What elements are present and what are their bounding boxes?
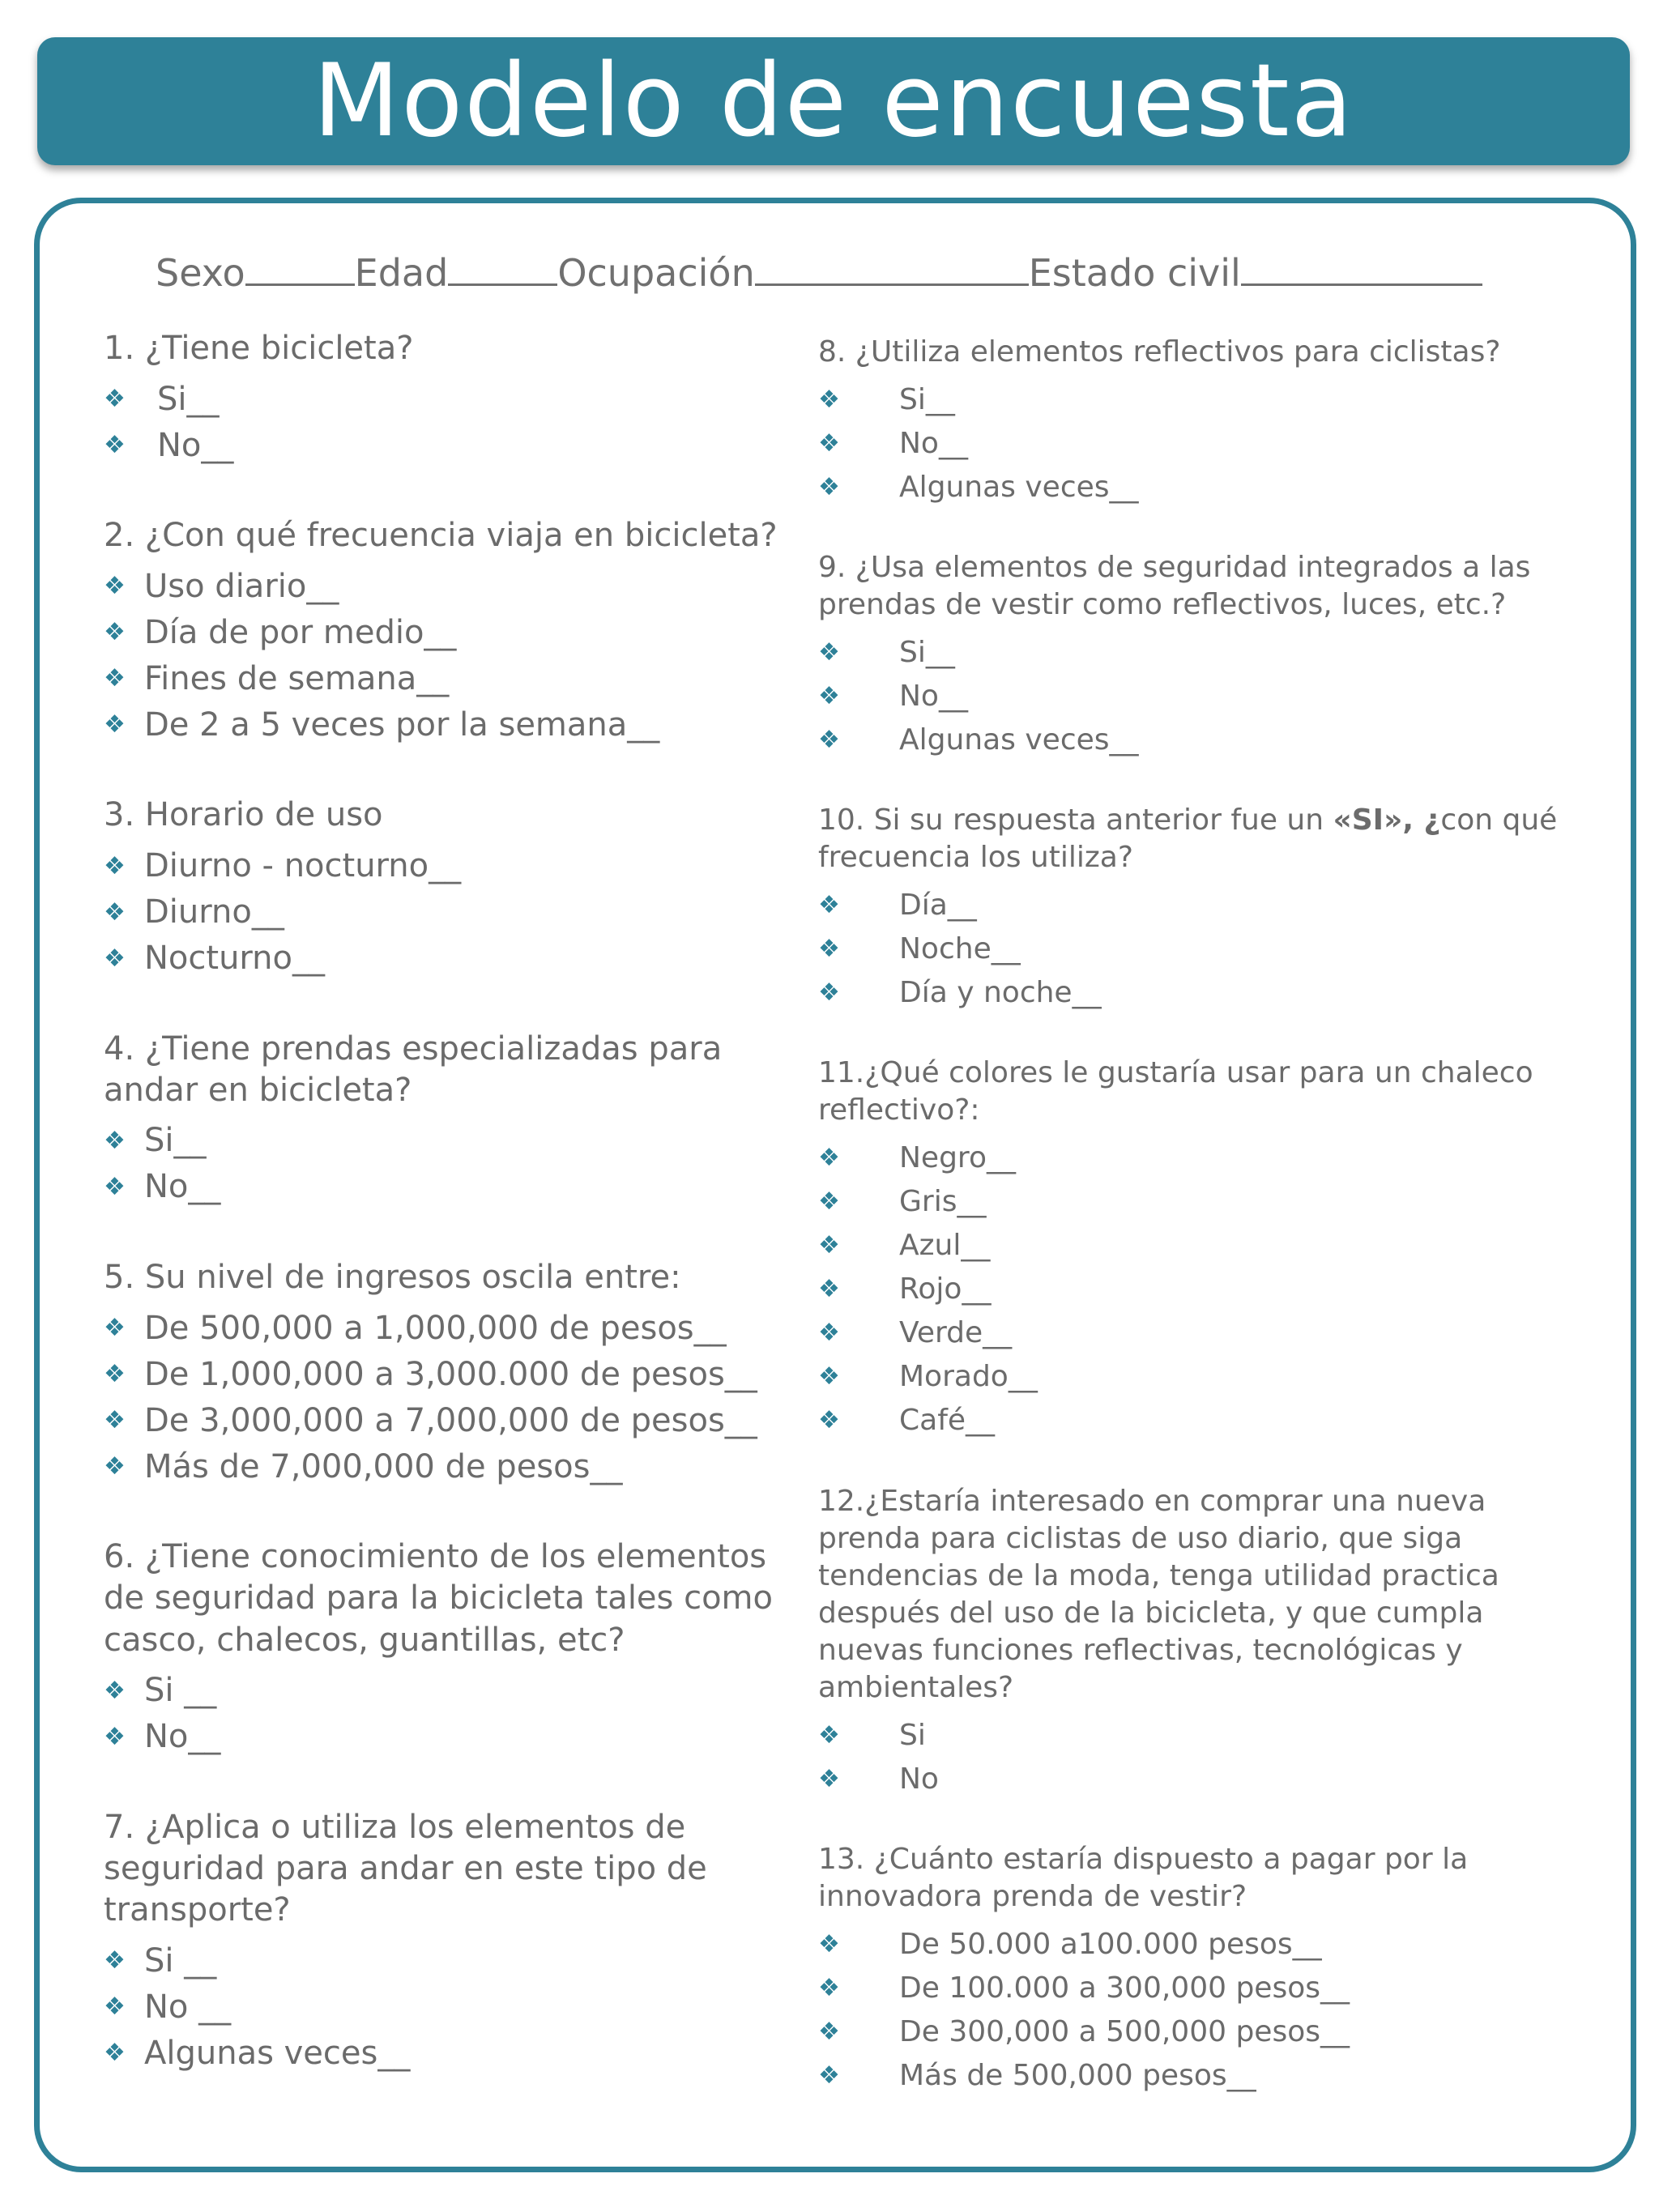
diamond-bullet-icon: ❖ (104, 944, 126, 973)
sexo-label: Sexo (156, 251, 245, 295)
diamond-bullet-icon: ❖ (818, 1187, 840, 1217)
diamond-bullet-icon: ❖ (818, 934, 840, 963)
option-label: Noche__ (899, 931, 1021, 965)
question-block (104, 1029, 800, 1210)
options-list (104, 843, 800, 982)
options-list (104, 376, 800, 468)
question-block (104, 328, 800, 468)
diamond-bullet-icon: ❖ (104, 1126, 126, 1155)
option-label: Café__ (899, 1404, 996, 1438)
diamond-bullet-icon: ❖ (104, 664, 126, 693)
option-label: Azul__ (899, 1229, 991, 1263)
question-block (104, 795, 800, 981)
question-text: 5. Su nivel de ingresos oscila entre: (104, 1258, 681, 1296)
option-label: Si__ (899, 382, 955, 416)
options-list (104, 1937, 800, 2076)
option-label: Si__ (899, 635, 955, 669)
answer-option[interactable] (818, 1180, 1563, 1224)
answer-option[interactable] (818, 1966, 1563, 2010)
ocupacion-label: Ocupación (557, 251, 755, 295)
option-label: Si (899, 1718, 926, 1752)
question-block (104, 1257, 800, 1490)
options-list (818, 883, 1563, 1014)
answer-option[interactable] (104, 1937, 800, 1984)
diamond-bullet-icon: ❖ (104, 1452, 126, 1481)
answer-option[interactable] (104, 1714, 800, 1760)
answer-option[interactable] (104, 936, 800, 982)
diamond-bullet-icon: ❖ (818, 1231, 840, 1260)
option-label: Uso diario__ (144, 567, 339, 605)
question-text: 8. ¿Utiliza elementos reflectivos para ciclistas? (818, 335, 1501, 369)
answer-option[interactable] (818, 1757, 1563, 1801)
options-list (818, 1713, 1563, 1801)
options-list (104, 1305, 800, 1490)
answer-option[interactable] (818, 1136, 1563, 1180)
option-label: No__ (157, 426, 234, 464)
answer-option[interactable] (104, 422, 800, 468)
answer-option[interactable] (104, 1668, 800, 1714)
diamond-bullet-icon: ❖ (818, 1275, 840, 1304)
question-text: 13. ¿Cuánto estaría dispuesto a pagar por la innovadora prenda de vestir? (818, 1843, 1469, 1914)
option-label: No__ (144, 1718, 221, 1756)
option-label: No (899, 1762, 939, 1796)
option-label: Gris__ (899, 1185, 987, 1219)
page-title: Modelo de encuesta (313, 43, 1354, 160)
question-text: 3. Horario de uso (104, 796, 383, 834)
option-label: Diurno__ (144, 893, 284, 931)
option-label: Algunas veces__ (899, 470, 1139, 504)
option-label: Diurno - nocturno__ (144, 847, 462, 885)
option-label: Si __ (144, 1672, 217, 1710)
options-list (818, 377, 1563, 509)
edad-field[interactable] (448, 255, 557, 286)
diamond-bullet-icon: ❖ (104, 1314, 126, 1343)
question-text: 2. ¿Con qué frecuencia viaja en bicicleta? (104, 517, 778, 555)
answer-option[interactable] (104, 2030, 800, 2076)
answer-option[interactable] (818, 1268, 1563, 1311)
question-text: 9. ¿Usa elementos de seguridad integrados a las prendas de vestir como reflectivos, luces, etc.? (818, 551, 1531, 622)
option-label: Día__ (899, 888, 977, 922)
answer-option[interactable] (818, 2010, 1563, 2053)
answer-option[interactable] (104, 1351, 800, 1397)
option-label: Si__ (157, 380, 220, 418)
option-label: De 1,000,000 a 3,000.000 de pesos__ (144, 1355, 757, 1393)
option-label: Si__ (144, 1122, 207, 1160)
diamond-bullet-icon: ❖ (818, 2061, 840, 2090)
title-banner (37, 37, 1630, 165)
diamond-bullet-icon: ❖ (818, 1764, 840, 1793)
diamond-bullet-icon: ❖ (818, 1720, 840, 1750)
answer-option[interactable] (818, 630, 1563, 674)
options-list (818, 630, 1563, 761)
question-text: 12.¿Estaría interesado en comprar una nueva prenda para ciclistas de uso diario, que siga tendencias de la moda, tenga utilidad practica después del uso de la bicicleta, y que cumpla nuevas funciones reflectivas, tecnológicas y ambientales? (818, 1484, 1499, 1704)
diamond-bullet-icon: ❖ (104, 1722, 126, 1751)
question-text-part: con qué frecuencia los utiliza? (818, 803, 1558, 875)
answer-option[interactable] (104, 563, 800, 609)
answer-option[interactable] (818, 377, 1563, 421)
diamond-bullet-icon: ❖ (818, 385, 840, 414)
diamond-bullet-icon: ❖ (818, 1929, 840, 1958)
answer-option[interactable] (818, 1922, 1563, 1966)
diamond-bullet-icon: ❖ (818, 637, 840, 667)
answer-option[interactable] (104, 1305, 800, 1351)
answer-option[interactable] (104, 376, 800, 422)
respondent-info-line (156, 251, 1482, 295)
ocupacion-field[interactable] (755, 255, 1029, 286)
diamond-bullet-icon: ❖ (104, 1676, 126, 1705)
answer-option[interactable] (104, 843, 800, 889)
answer-option[interactable] (818, 1355, 1563, 1399)
answer-option[interactable] (104, 701, 800, 748)
diamond-bullet-icon: ❖ (818, 1362, 840, 1392)
options-list (104, 563, 800, 748)
edad-label: Edad (354, 251, 449, 295)
question-text: 11.¿Qué colores le gustaría usar para un chaleco reflectivo?: (818, 1056, 1533, 1127)
question-block (818, 802, 1563, 1014)
diamond-bullet-icon: ❖ (818, 1144, 840, 1173)
diamond-bullet-icon: ❖ (104, 1993, 126, 2022)
answer-option[interactable] (818, 465, 1563, 509)
option-label: Día de por medio__ (144, 613, 457, 651)
option-label: De 500,000 a 1,000,000 de pesos__ (144, 1309, 727, 1347)
diamond-bullet-icon: ❖ (818, 681, 840, 710)
options-list (818, 1922, 1563, 2097)
answer-option[interactable] (818, 674, 1563, 718)
diamond-bullet-icon: ❖ (104, 1946, 126, 1975)
option-label: Fines de semana__ (144, 659, 450, 697)
option-label: Algunas veces__ (899, 722, 1139, 757)
question-block (818, 549, 1563, 761)
options-list (104, 1118, 800, 1210)
diamond-bullet-icon: ❖ (104, 897, 126, 927)
option-label: Si __ (144, 1941, 217, 1980)
diamond-bullet-icon: ❖ (104, 1360, 126, 1389)
option-label: No__ (144, 1168, 221, 1206)
option-label: Algunas veces__ (144, 2034, 411, 2072)
question-block (104, 1536, 800, 1760)
diamond-bullet-icon: ❖ (104, 2039, 126, 2068)
answer-option[interactable] (104, 1118, 800, 1164)
answer-option[interactable] (104, 1164, 800, 1210)
option-label: No__ (899, 426, 968, 460)
answer-option[interactable] (104, 889, 800, 936)
question-text: 6. ¿Tiene conocimiento de los elementos de seguridad para la bicicleta tales como casco, chalecos, guantillas, etc? (104, 1538, 773, 1659)
estado-civil-field[interactable] (1241, 255, 1482, 286)
option-label: Más de 7,000,000 de pesos__ (144, 1447, 623, 1485)
diamond-bullet-icon: ❖ (818, 2017, 840, 2046)
question-block (104, 1807, 800, 2077)
answer-option[interactable] (104, 1397, 800, 1443)
diamond-bullet-icon: ❖ (104, 710, 126, 739)
diamond-bullet-icon: ❖ (818, 472, 840, 501)
option-label: Rojo__ (899, 1272, 992, 1306)
diamond-bullet-icon: ❖ (818, 978, 840, 1007)
option-label: Nocturno__ (144, 940, 325, 978)
diamond-bullet-icon: ❖ (818, 890, 840, 919)
options-list (104, 1668, 800, 1760)
answer-option[interactable] (818, 2053, 1563, 2097)
option-label: De 50.000 a100.000 pesos__ (899, 1927, 1322, 1961)
answer-option[interactable] (818, 421, 1563, 465)
diamond-bullet-icon: ❖ (818, 1973, 840, 2002)
question-block (818, 334, 1563, 509)
answer-option[interactable] (818, 1311, 1563, 1355)
diamond-bullet-icon: ❖ (818, 428, 840, 458)
diamond-bullet-icon: ❖ (104, 618, 126, 647)
estado-civil-label: Estado civil (1028, 251, 1241, 295)
question-block (818, 1055, 1563, 1442)
answer-option[interactable] (104, 609, 800, 655)
question-block (818, 1841, 1563, 2097)
diamond-bullet-icon: ❖ (104, 1172, 126, 1201)
sexo-field[interactable] (245, 255, 355, 286)
option-label: Morado__ (899, 1360, 1038, 1394)
left-column (104, 328, 800, 2076)
question-text: 7. ¿Aplica o utiliza los elementos de seguridad para andar en este tipo de transporte? (104, 1808, 707, 1929)
answer-option[interactable] (818, 1224, 1563, 1268)
question-text (818, 802, 1563, 876)
options-list (818, 1136, 1563, 1443)
diamond-bullet-icon: ❖ (104, 851, 126, 880)
diamond-bullet-icon: ❖ (104, 431, 126, 460)
answer-option[interactable] (818, 1399, 1563, 1443)
question-text-part: 10. Si su respuesta anterior fue un (818, 803, 1333, 837)
answer-option[interactable] (104, 1443, 800, 1490)
answer-option[interactable] (818, 927, 1563, 970)
question-block (818, 1483, 1563, 1801)
option-label: De 100.000 a 300,000 pesos__ (899, 1971, 1350, 2005)
diamond-bullet-icon: ❖ (104, 385, 126, 414)
diamond-bullet-icon: ❖ (818, 1406, 840, 1435)
question-text: 4. ¿Tiene prendas especializadas para andar en bicicleta? (104, 1029, 723, 1109)
option-label: Verde__ (899, 1316, 1013, 1350)
diamond-bullet-icon: ❖ (818, 1319, 840, 1348)
right-column (818, 334, 1563, 2097)
option-label: Más de 500,000 pesos__ (899, 2058, 1256, 2092)
answer-option[interactable] (818, 883, 1563, 927)
answer-option[interactable] (104, 655, 800, 701)
answer-option[interactable] (104, 1984, 800, 2030)
option-label: De 3,000,000 a 7,000,000 de pesos__ (144, 1401, 757, 1439)
option-label: Día y noche__ (899, 975, 1102, 1009)
diamond-bullet-icon: ❖ (104, 1406, 126, 1435)
answer-option[interactable] (818, 718, 1563, 761)
answer-option[interactable] (818, 1713, 1563, 1757)
diamond-bullet-icon: ❖ (104, 572, 126, 601)
option-label: No__ (899, 679, 968, 713)
question-block (104, 515, 800, 748)
option-label: De 2 a 5 veces por la semana__ (144, 705, 660, 744)
diamond-bullet-icon: ❖ (818, 725, 840, 754)
answer-option[interactable] (818, 970, 1563, 1014)
option-label: Negro__ (899, 1141, 1016, 1175)
option-label: No __ (144, 1988, 232, 2026)
question-text-emphasis: «SI», ¿ (1333, 803, 1441, 837)
option-label: De 300,000 a 500,000 pesos__ (899, 2014, 1350, 2048)
question-text: 1. ¿Tiene bicicleta? (104, 330, 414, 367)
